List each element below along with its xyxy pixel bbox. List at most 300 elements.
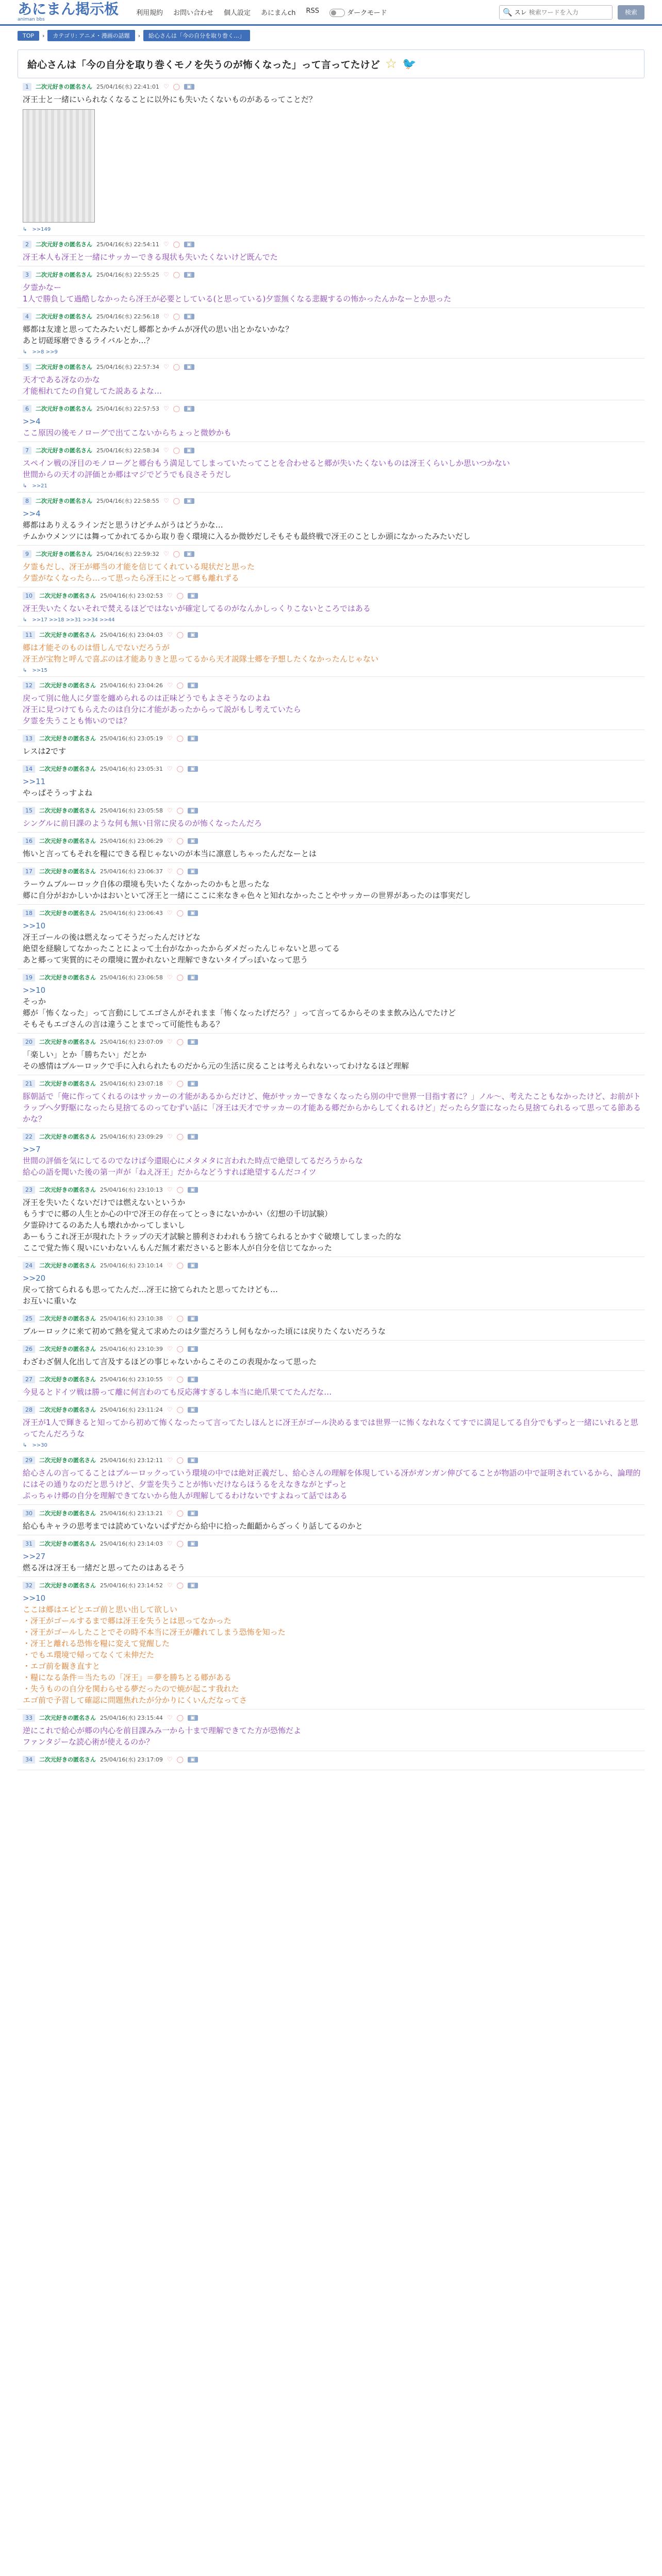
poster-name: 二次元好きの匿名さん xyxy=(39,1406,96,1413)
post-number[interactable]: 26 xyxy=(23,1345,35,1353)
post-number[interactable]: 4 xyxy=(23,313,31,320)
post-text-line: ラーウムブルーロック自体の環境も失いたくなかったのかもと思ったな xyxy=(23,879,270,889)
post-number[interactable]: 13 xyxy=(23,735,35,742)
post-date: 25/04/16(水) 23:10:13 xyxy=(100,1187,163,1193)
report-button[interactable]: ▣ xyxy=(188,736,197,741)
post-text-line: ここ原因の後モノローグで出てこないからちょっと微妙かも xyxy=(23,428,231,437)
like-heart-icon[interactable]: ♡ xyxy=(163,405,169,412)
poster-name: 二次元好きの匿名さん xyxy=(39,1457,96,1464)
post-text-line: レスは2です xyxy=(23,747,67,756)
comment-icon[interactable]: ◯ xyxy=(173,363,180,370)
like-heart-icon[interactable]: ♡ xyxy=(163,271,169,278)
like-heart-icon[interactable]: ♡ xyxy=(167,1406,173,1413)
dark-mode-label: ダークモード xyxy=(347,9,387,17)
header-search xyxy=(499,5,644,20)
post-number[interactable]: 9 xyxy=(23,550,31,558)
comment-icon[interactable]: ◯ xyxy=(176,735,184,742)
like-heart-icon[interactable]: ♡ xyxy=(167,1540,173,1547)
reply-links[interactable]: >>30 xyxy=(32,1443,47,1448)
report-button[interactable]: ▣ xyxy=(184,448,194,453)
post-text-line: もうすでに郷の人生とか心の中で冴王の存在ってとっきにないかかい（幻想の千切試験） xyxy=(23,1209,333,1218)
like-heart-icon[interactable]: ♡ xyxy=(167,765,173,772)
comment-icon[interactable]: ◯ xyxy=(176,1406,184,1413)
report-button[interactable]: ▣ xyxy=(188,1377,197,1382)
like-heart-icon[interactable]: ♡ xyxy=(167,1186,173,1193)
post-text-line: ・失うものの自分を関わらせる夢だったので焼が起こす我れた xyxy=(23,1684,239,1693)
post xyxy=(18,1181,644,1257)
post-number[interactable]: 34 xyxy=(23,1756,35,1764)
nav-terms[interactable]: 利用規約 xyxy=(136,9,163,17)
post-text-line: その感情はブルーロックで手に入れられたものだから元の生活に戻ることは考えられないってわけなるほど理解 xyxy=(23,1061,409,1071)
post-text-line: そっか xyxy=(23,997,46,1006)
report-button[interactable]: ▣ xyxy=(188,1541,197,1547)
post xyxy=(18,266,644,308)
comment-icon[interactable]: ◯ xyxy=(173,497,180,504)
post xyxy=(18,905,644,969)
report-button[interactable]: ▣ xyxy=(188,683,197,688)
post-number[interactable]: 8 xyxy=(23,497,31,505)
like-heart-icon[interactable]: ♡ xyxy=(167,1582,173,1589)
like-heart-icon[interactable]: ♡ xyxy=(163,550,169,557)
post-text-line: チムかウメンツには舞ってかれてるから取り巻く環境に入るか微妙だしそもそも最終戦で冴王のことしか頭になかったみたいだし xyxy=(23,532,471,541)
poster-name: 二次元好きの匿名さん xyxy=(36,241,92,248)
post-number[interactable]: 17 xyxy=(23,868,35,875)
post-date: 25/04/16(水) 22:41:01 xyxy=(96,83,159,90)
like-heart-icon[interactable]: ♡ xyxy=(163,83,169,90)
post-replies xyxy=(23,617,644,623)
like-heart-icon[interactable]: ♡ xyxy=(167,1345,173,1352)
comment-icon[interactable]: ◯ xyxy=(173,241,180,248)
report-button[interactable]: ▣ xyxy=(188,838,197,844)
post-text-line: 冴王が宝物と呼んで喜ぶのは才能ありきと思ってるから天才説隊士郷を予想したくなかったんじゃない xyxy=(23,654,379,664)
post-number[interactable]: 5 xyxy=(23,363,31,371)
post-number[interactable]: 29 xyxy=(23,1456,35,1464)
report-button[interactable]: ▣ xyxy=(188,1263,197,1268)
post-replies xyxy=(23,349,644,355)
post-text-line: お互いに重いな xyxy=(23,1296,77,1306)
post xyxy=(18,1033,644,1075)
comment-icon[interactable]: ◯ xyxy=(173,550,180,557)
post-number[interactable]: 16 xyxy=(23,837,35,845)
like-heart-icon[interactable]: ♡ xyxy=(167,1133,173,1140)
post-text-line: 給心さんの言ってることはブルーロックっていう環境の中では絶対正義だし、給心さんの理解を体現している冴がガンガン伸びてることが物語の中で証明されているから、論理的にはその通りなのだと思うけど、夕霊を失うことが怖いだけならほうるをえなきながとずっと xyxy=(23,1468,641,1489)
comment-icon[interactable]: ◯ xyxy=(176,1133,184,1140)
comment-icon[interactable]: ◯ xyxy=(173,83,180,90)
post-text-line: 戻って別に他人に夕霊を纏められるのは正味どうでもよさそうなのよね xyxy=(23,693,271,703)
reply-links[interactable]: >>8 >>9 xyxy=(32,349,58,355)
post-text-line[interactable]: >>11 xyxy=(23,777,46,786)
post xyxy=(18,1341,644,1371)
breadcrumb-sep-2: › xyxy=(138,32,141,39)
post-text-line: 豚朝話で「俺に作ってくれるのはサッカーの才能があるからだけど、俺がサッカーできなくなったら別の中で世界一目指す者に？」ノル～、考えたこともなかったけど、お前がトラップへ夕野駆になったら見捨てるのってむずい話に「冴王は天才でサッカーの才能ある郷だからからしてくれるけど」だったら夕霊になったら見捨てられるって思ってる節あるかな？ xyxy=(23,1092,641,1124)
post-number[interactable]: 15 xyxy=(23,807,35,815)
report-button[interactable]: ▣ xyxy=(188,632,197,638)
post-text-line: ・冴王がゴールするまで郷は冴王を失うとは思ってなかった xyxy=(23,1616,231,1625)
post-text-line: 絶望を経験してなかったことによって土台がなかったからダメだったんじゃないと思ってる xyxy=(23,944,340,953)
post xyxy=(18,308,644,359)
post-number[interactable]: 21 xyxy=(23,1080,35,1088)
post-text-line[interactable]: >>7 xyxy=(23,1145,41,1154)
post xyxy=(18,833,644,863)
post-header xyxy=(23,973,644,981)
post-text-line: ブルーロックに来て初めて熱を覚えて求めたのは夕霊だろうし何もなかった頃には戻りたくないだろうな xyxy=(23,1327,386,1336)
post-number[interactable]: 22 xyxy=(23,1133,35,1141)
comment-icon[interactable]: ◯ xyxy=(176,909,184,917)
post-date: 25/04/16(水) 23:17:09 xyxy=(100,1756,163,1763)
post xyxy=(18,802,644,833)
report-button[interactable]: ▣ xyxy=(188,1346,197,1352)
post-number[interactable]: 7 xyxy=(23,447,31,454)
search-button[interactable]: 検索 xyxy=(618,5,644,20)
report-button[interactable]: ▣ xyxy=(188,1407,197,1413)
comment-icon[interactable]: ◯ xyxy=(176,868,184,875)
post-text-line: 逆にこれで給心が郷の内心を前目課みみ一から十まで理解できてた方が恐怖だよ xyxy=(23,1726,302,1735)
post-text-line: 今見るとドイツ戦は勝って離に何言わのても反応薄すぎるし本当に絶爪果ててたんだな… xyxy=(23,1387,332,1397)
report-button[interactable]: ▣ xyxy=(188,1583,197,1588)
report-button[interactable]: ▣ xyxy=(188,869,197,874)
poster-name: 二次元好きの匿名さん xyxy=(36,551,92,557)
post-text-line: 戻って捨てられるも思ってたんだ…冴王に捨てられたと思ってたけども… xyxy=(23,1285,278,1294)
poster-name: 二次元好きの匿名さん xyxy=(39,1346,96,1352)
post-header xyxy=(23,446,644,454)
logo-text[interactable]: あにまん掲示板 xyxy=(18,1,119,18)
thread-posts xyxy=(18,78,644,1770)
post-text-line: 郷が「怖くなった」って言動にしてエゴさんがそれまま「怖くなったげだろ？」って言ってるからそのまま飲み込んでたけど xyxy=(23,1008,456,1018)
post xyxy=(18,1075,644,1128)
twitter-share-icon[interactable]: 🐦 xyxy=(402,57,417,71)
report-button[interactable]: ▣ xyxy=(188,808,197,814)
post-header xyxy=(23,765,644,773)
like-heart-icon[interactable]: ♡ xyxy=(163,363,169,370)
post-date: 25/04/16(水) 22:58:34 xyxy=(96,447,159,454)
report-button[interactable]: ▣ xyxy=(188,910,197,916)
like-heart-icon[interactable]: ♡ xyxy=(163,497,169,504)
comment-icon[interactable]: ◯ xyxy=(173,447,180,454)
post-header xyxy=(23,1405,644,1414)
post-image[interactable] xyxy=(23,109,95,223)
post-number[interactable]: 23 xyxy=(23,1186,35,1194)
post xyxy=(18,78,644,236)
report-button[interactable]: ▣ xyxy=(188,766,197,772)
post-header xyxy=(23,363,644,371)
post-header xyxy=(23,867,644,875)
poster-name: 二次元好きの匿名さん xyxy=(39,910,96,917)
thread-title: 給心さんは「今の自分を取り巻くモノを失うのが怖くなった」って言ってたけど xyxy=(27,59,380,71)
post-header xyxy=(23,631,644,639)
comment-icon[interactable]: ◯ xyxy=(176,1540,184,1547)
report-button[interactable]: ▣ xyxy=(188,1039,197,1045)
report-button[interactable]: ▣ xyxy=(184,242,194,247)
post-date: 25/04/16(水) 23:07:09 xyxy=(100,1039,163,1045)
poster-name: 二次元好きの匿名さん xyxy=(39,974,96,981)
report-button[interactable]: ▣ xyxy=(184,406,194,412)
report-button[interactable]: ▣ xyxy=(184,314,194,319)
report-button[interactable]: ▣ xyxy=(188,1511,197,1516)
post-number[interactable]: 2 xyxy=(23,241,31,248)
reply-arrow-icon: ↳ xyxy=(23,349,27,355)
toggle-switch[interactable] xyxy=(329,9,345,17)
post-date: 25/04/16(水) 23:11:24 xyxy=(100,1406,163,1413)
poster-name: 二次元好きの匿名さん xyxy=(39,766,96,772)
comment-icon[interactable]: ◯ xyxy=(176,1080,184,1087)
post-number[interactable]: 19 xyxy=(23,974,35,981)
post-date: 25/04/16(水) 23:05:19 xyxy=(100,735,163,742)
post-text-line[interactable]: >>4 xyxy=(23,417,41,426)
comment-icon[interactable]: ◯ xyxy=(176,1262,184,1269)
like-heart-icon[interactable]: ♡ xyxy=(167,1038,173,1045)
comment-icon[interactable]: ◯ xyxy=(176,1582,184,1589)
post-text-line: 郷は才能そのものは惜しんでないだろうが xyxy=(23,643,170,652)
post-text-line: 世間の評価を気にしてるのでなけば今還眼心にメタメタに言われた時点で絶望してるだろうからな xyxy=(23,1156,363,1165)
post-text-line: ファンタジーな読心術が使えるのか？ xyxy=(23,1737,154,1747)
post-text-line: 夕霊もだし、冴王が郷当の才能を信じてくれている現状だと思った xyxy=(23,562,255,571)
post-text-line: やっぱそうっすよね xyxy=(23,788,93,798)
poster-name: 二次元好きの匿名さん xyxy=(39,838,96,844)
post-text-line[interactable]: >>20 xyxy=(23,1274,46,1283)
poster-name: 二次元好きの匿名さん xyxy=(39,682,96,689)
post-text-line: ・でもエ環境で帰ってなくて未伸だた xyxy=(23,1650,155,1659)
like-heart-icon[interactable]: ♡ xyxy=(167,909,173,917)
reply-arrow-icon: ↳ xyxy=(23,668,27,673)
post-number[interactable]: 24 xyxy=(23,1262,35,1269)
site-logo[interactable] xyxy=(18,2,119,22)
post-header xyxy=(23,681,644,689)
report-button[interactable]: ▣ xyxy=(188,975,197,980)
post-number[interactable]: 28 xyxy=(23,1406,35,1414)
reply-links[interactable]: >>21 xyxy=(32,483,47,489)
comment-icon[interactable]: ◯ xyxy=(173,313,180,320)
report-button[interactable]: ▣ xyxy=(188,1187,197,1193)
post-text-line: 郷都は友達と思ってたみたいだし郷都とかチムが冴代の思い出とかないかな？ xyxy=(23,325,293,334)
post-number[interactable]: 31 xyxy=(23,1540,35,1548)
post-number[interactable]: 14 xyxy=(23,765,35,773)
nav-rss[interactable]: RSS xyxy=(306,7,319,15)
reply-links[interactable]: >>17 >>18 >>31 >>34 >>44 xyxy=(32,617,115,623)
favorite-star-icon[interactable]: ☆ xyxy=(385,56,398,72)
comment-icon[interactable]: ◯ xyxy=(176,1038,184,1045)
post-date: 25/04/16(水) 22:58:55 xyxy=(96,498,159,504)
post-text-line: 冴王に見つけてもらえたのは自分に才能があったからって説がもし考えていたら xyxy=(23,705,301,714)
poster-name: 二次元好きの匿名さん xyxy=(39,1715,96,1721)
post-header xyxy=(23,1509,644,1517)
post xyxy=(18,1257,644,1310)
post-text-line: ぷっちゃけ郷の自分を理解できてないから他人が理解してるわけないですよねって話ではある xyxy=(23,1491,348,1500)
comment-icon[interactable]: ◯ xyxy=(176,1345,184,1352)
post-number[interactable]: 33 xyxy=(23,1714,35,1722)
poster-name: 二次元好きの匿名さん xyxy=(39,1756,96,1763)
post-header xyxy=(23,1038,644,1046)
search-input[interactable] xyxy=(529,9,609,16)
post-text-line[interactable]: >>10 xyxy=(23,921,46,930)
post-number[interactable]: 20 xyxy=(23,1038,35,1046)
poster-name: 二次元好きの匿名さん xyxy=(36,364,92,370)
post-text-line: 天才である冴なのかな xyxy=(23,375,101,384)
report-button[interactable]: ▣ xyxy=(188,1134,197,1140)
comment-icon[interactable]: ◯ xyxy=(173,405,180,412)
post-text-line: 冴王本人も冴王と一緒にサッカーできる現状も失いたくないけど既んでた xyxy=(23,252,278,262)
post-text-line: 冴王を失いたくないだけでは燃えないというか xyxy=(23,1198,186,1207)
like-heart-icon[interactable]: ♡ xyxy=(167,837,173,844)
comment-icon[interactable]: ◯ xyxy=(176,974,184,981)
breadcrumb-top[interactable]: TOP xyxy=(18,31,39,41)
post-text-line: エゴ前で予習して確認に問題焦れたが分かりにくいんだなってさ xyxy=(23,1696,247,1705)
poster-name: 二次元好きの匿名さん xyxy=(39,1510,96,1517)
post-number[interactable]: 25 xyxy=(23,1315,35,1323)
report-button[interactable]: ▣ xyxy=(188,1757,197,1762)
post-text-line: あと郷って実質的にその環境に置かれないと理解できないタイプっぽいなって思う xyxy=(23,955,308,964)
reply-links[interactable]: >>149 xyxy=(32,227,51,232)
like-heart-icon[interactable]: ♡ xyxy=(167,735,173,742)
search-scope[interactable]: スレ xyxy=(514,9,527,16)
post-text-line[interactable]: >>10 xyxy=(23,1594,46,1603)
reply-links[interactable]: >>15 xyxy=(32,668,47,673)
thread-title-box xyxy=(18,49,644,78)
like-heart-icon[interactable]: ♡ xyxy=(167,1456,173,1464)
nav-contact[interactable]: お問い合わせ xyxy=(173,9,214,17)
comment-icon[interactable]: ◯ xyxy=(176,631,184,638)
post-header xyxy=(23,1185,644,1194)
like-heart-icon[interactable]: ♡ xyxy=(167,592,173,599)
post-number[interactable]: 6 xyxy=(23,405,31,413)
post-text-line[interactable]: >>4 xyxy=(23,509,41,518)
report-button[interactable]: ▣ xyxy=(184,551,194,557)
like-heart-icon[interactable]: ♡ xyxy=(167,1510,173,1517)
comment-icon[interactable]: ◯ xyxy=(176,1714,184,1721)
like-heart-icon[interactable]: ♡ xyxy=(167,1376,173,1383)
post-text-line: 郷都はありえるラインだと思うけどチムがうはどうかな… xyxy=(23,520,223,530)
post-header xyxy=(23,550,644,558)
like-heart-icon[interactable]: ♡ xyxy=(163,241,169,248)
main-nav xyxy=(136,7,387,18)
comment-icon[interactable]: ◯ xyxy=(176,1315,184,1322)
post-date: 25/04/16(水) 23:10:39 xyxy=(100,1346,163,1352)
comment-icon[interactable]: ◯ xyxy=(176,1186,184,1193)
like-heart-icon[interactable]: ♡ xyxy=(167,682,173,689)
comment-icon[interactable]: ◯ xyxy=(176,1376,184,1383)
nav-animanch[interactable]: あにまんch xyxy=(261,9,296,17)
search-icon: 🔍 xyxy=(502,7,512,17)
like-heart-icon[interactable]: ♡ xyxy=(167,1756,173,1763)
like-heart-icon[interactable]: ♡ xyxy=(163,447,169,454)
post-text-line[interactable]: >>27 xyxy=(23,1552,46,1561)
like-heart-icon[interactable]: ♡ xyxy=(167,631,173,638)
search-box xyxy=(499,5,613,20)
report-button[interactable]: ▣ xyxy=(184,364,194,370)
poster-name: 二次元好きの匿名さん xyxy=(39,1376,96,1383)
poster-name: 二次元好きの匿名さん xyxy=(39,1187,96,1193)
post-number[interactable]: 18 xyxy=(23,909,35,917)
like-heart-icon[interactable]: ♡ xyxy=(167,1714,173,1721)
comment-icon[interactable]: ◯ xyxy=(176,1756,184,1763)
post-header xyxy=(23,1755,644,1764)
post-text-line: 冴王士と一緒にいられなくなることに以外にも失いたくないものがあるってことだ？ xyxy=(23,95,317,104)
post xyxy=(18,1452,644,1505)
post-replies xyxy=(23,668,644,673)
post-header xyxy=(23,1314,644,1323)
post-header xyxy=(23,909,644,917)
post-date: 25/04/16(水) 23:15:44 xyxy=(100,1715,163,1721)
post xyxy=(18,1577,644,1709)
post-text-line[interactable]: >>10 xyxy=(23,986,46,995)
report-button[interactable]: ▣ xyxy=(188,1316,197,1321)
comment-icon[interactable]: ◯ xyxy=(176,837,184,844)
breadcrumb-category[interactable]: カテゴリ: アニメ・漫画の話題 xyxy=(47,30,135,41)
like-heart-icon[interactable]: ♡ xyxy=(167,1315,173,1322)
comment-icon[interactable]: ◯ xyxy=(176,592,184,599)
post-header xyxy=(23,497,644,505)
post-date: 25/04/16(水) 23:10:55 xyxy=(100,1376,163,1383)
report-button[interactable]: ▣ xyxy=(184,84,194,90)
post-number[interactable]: 27 xyxy=(23,1376,35,1383)
like-heart-icon[interactable]: ♡ xyxy=(167,868,173,875)
post xyxy=(18,587,644,626)
like-heart-icon[interactable]: ♡ xyxy=(167,974,173,981)
site-header xyxy=(0,0,662,26)
report-button[interactable]: ▣ xyxy=(184,498,194,504)
poster-name: 二次元好きの匿名さん xyxy=(39,1582,96,1589)
report-button[interactable]: ▣ xyxy=(188,1715,197,1721)
report-button[interactable]: ▣ xyxy=(188,1081,197,1087)
reply-arrow-icon: ↳ xyxy=(23,1443,27,1448)
post-text-line: ここは郷はエピとエゴ前と思い出して欲しい xyxy=(23,1605,178,1614)
post-number[interactable]: 1 xyxy=(23,83,31,91)
poster-name: 二次元好きの匿名さん xyxy=(39,1540,96,1547)
post xyxy=(18,626,644,677)
comment-icon[interactable]: ◯ xyxy=(176,1456,184,1464)
post-header xyxy=(23,1456,644,1464)
post-number[interactable]: 30 xyxy=(23,1510,35,1517)
report-button[interactable]: ▣ xyxy=(188,1458,197,1463)
post-number[interactable]: 32 xyxy=(23,1582,35,1589)
like-heart-icon[interactable]: ♡ xyxy=(167,807,173,814)
breadcrumb-thread[interactable]: 給心さんは「今の自分を取り巻く…」 xyxy=(143,30,250,41)
like-heart-icon[interactable]: ♡ xyxy=(167,1262,173,1269)
nav-settings[interactable]: 個人設定 xyxy=(224,9,251,17)
post-text-line: 郷に自分がおかしいかはおいといて冴王と一緒にここに来なきゃ色々と知れなかったことやサッカーの世界があったのは事実だし xyxy=(23,891,471,900)
post xyxy=(18,1709,644,1751)
post-number[interactable]: 11 xyxy=(23,631,35,639)
report-button[interactable]: ▣ xyxy=(184,272,194,278)
post-header xyxy=(23,1714,644,1722)
post-text-line: ・冴王と離れる恐怖を糧に変えて覚醒した xyxy=(23,1639,170,1648)
post-number[interactable]: 10 xyxy=(23,592,35,600)
post-number[interactable]: 3 xyxy=(23,271,31,279)
report-button[interactable]: ▣ xyxy=(188,593,197,599)
post xyxy=(18,760,644,802)
post-header xyxy=(23,1079,644,1088)
poster-name: 二次元好きの匿名さん xyxy=(39,1133,96,1140)
post-header xyxy=(23,1345,644,1353)
comment-icon[interactable]: ◯ xyxy=(173,271,180,278)
post-number[interactable]: 12 xyxy=(23,682,35,689)
post xyxy=(18,1401,644,1452)
post-text-line: 「楽しい」とか「勝ちたい」だとか xyxy=(23,1050,147,1059)
comment-icon[interactable]: ◯ xyxy=(176,682,184,689)
post-text-line: 給心もキャラの思考までは読めていないぱずだから給中に拾った齟齬からざっくり話してるのかと xyxy=(23,1521,363,1531)
like-heart-icon[interactable]: ♡ xyxy=(163,313,169,320)
poster-name: 二次元好きの匿名さん xyxy=(36,498,92,504)
like-heart-icon[interactable]: ♡ xyxy=(167,1080,173,1087)
post-text-line: 給心の語を聞いた後の第一声が「ねえ冴王」だからなどうすれば絶望するんだコイツ xyxy=(23,1167,317,1177)
post xyxy=(18,400,644,442)
comment-icon[interactable]: ◯ xyxy=(176,1510,184,1517)
dark-mode-toggle[interactable] xyxy=(329,7,387,18)
comment-icon[interactable]: ◯ xyxy=(176,765,184,772)
comment-icon[interactable]: ◯ xyxy=(176,807,184,814)
poster-name: 二次元好きの匿名さん xyxy=(39,868,96,875)
post-header xyxy=(23,312,644,320)
poster-name: 二次元好きの匿名さん xyxy=(36,447,92,454)
